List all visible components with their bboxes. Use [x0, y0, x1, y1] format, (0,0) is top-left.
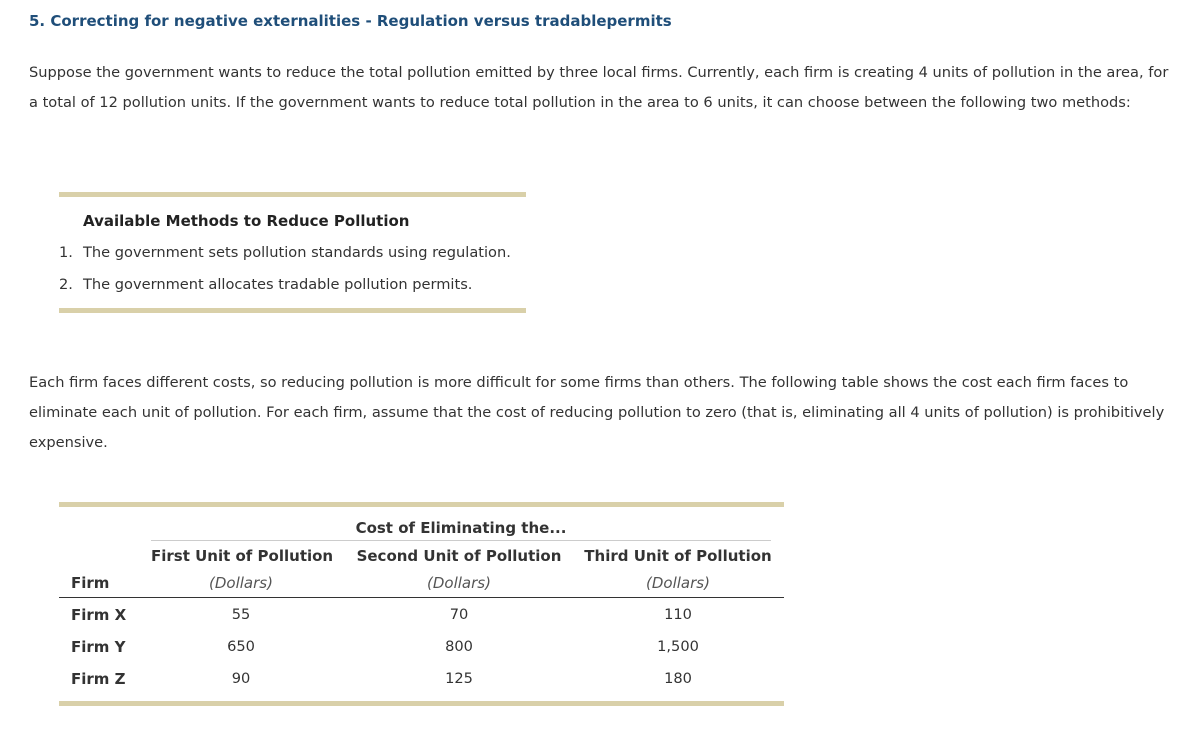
table-cell: 800	[445, 638, 473, 655]
method-text: The government allocates tradable pollution permits.	[83, 276, 473, 293]
column-unit-second: (Dollars)	[427, 574, 491, 592]
method-item	[59, 244, 511, 261]
methods-heading: Available Methods to Reduce Pollution	[83, 212, 410, 230]
group-header: Cost of Eliminating the...	[355, 519, 567, 537]
method-number: 1.	[59, 244, 73, 261]
methods-top-rule	[59, 192, 526, 197]
table-bottom-rule	[59, 701, 784, 706]
column-header-third: Third Unit of Pollution	[584, 547, 772, 565]
column-header-second: Second Unit of Pollution	[356, 547, 562, 565]
table-cell: 90	[231, 670, 251, 687]
row-firm-x-label: Firm X	[71, 606, 127, 624]
intro-paragraph: Suppose the government wants to reduce the total pollution emitted by three local firms. Currently, each firm is creating 4 units of pollution in the area, for a total of 12 pollution units. If the government wants to reduce total pollution in the area to 6 units, it can choose between the following two methods:	[29, 64, 1169, 111]
column-header-first: First Unit of Pollution	[151, 547, 334, 565]
group-header-underline	[151, 540, 771, 541]
method-item	[59, 276, 472, 293]
column-unit-first: (Dollars)	[209, 574, 273, 592]
method-text: The government sets pollution standards using regulation.	[83, 244, 511, 261]
table-cell: 110	[664, 606, 692, 623]
table-top-rule	[59, 502, 784, 507]
question-title: 5. Correcting for negative externalities - Regulation versus tradablepermits	[29, 12, 672, 30]
table-cell: 55	[231, 606, 251, 623]
table-cell: 650	[227, 638, 255, 655]
cost-table	[59, 502, 784, 707]
firm-column-header: Firm	[71, 574, 110, 592]
costs-paragraph: Each firm faces different costs, so reducing pollution is more difficult for some firms than others. The following table shows the cost each firm faces to eliminate each unit of pollution. For each firm, assume that the cost of reducing pollution to zero (that is, eliminating all 4 units of pollution) is prohibitively expensive.	[29, 374, 1165, 451]
header-divider	[59, 597, 784, 598]
table-cell: 180	[664, 670, 692, 687]
table-cell: 125	[445, 670, 473, 687]
methods-bottom-rule	[59, 308, 526, 313]
methods-box	[59, 192, 526, 313]
table-cell: 1,500	[657, 638, 699, 655]
method-number: 2.	[59, 276, 73, 293]
table-cell: 70	[449, 606, 469, 623]
column-unit-third: (Dollars)	[646, 574, 710, 592]
row-firm-z-label: Firm Z	[71, 670, 126, 688]
row-firm-y-label: Firm Y	[71, 638, 126, 656]
